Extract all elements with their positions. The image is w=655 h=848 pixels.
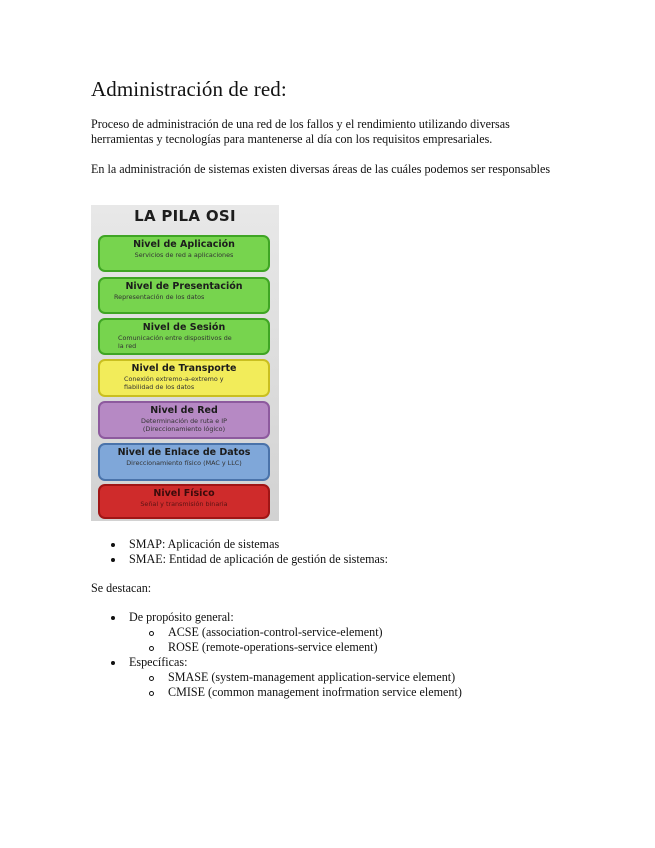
osi-stack-figure (91, 205, 279, 521)
circle-bullet-icon (149, 691, 154, 696)
list-item-text: SMAP: Aplicación de sistemas (129, 537, 280, 551)
osi-layer-name: Nivel de Sesión (142, 322, 226, 333)
osi-layer-name: Nivel de Red (150, 405, 218, 416)
osi-layer-transport (98, 359, 270, 397)
osi-layer-physical (98, 484, 270, 519)
list-item-text: ACSE (association-control-service-element) (168, 625, 383, 639)
bullet-icon (111, 616, 115, 620)
circle-bullet-icon (149, 676, 154, 681)
smap-list (91, 537, 571, 567)
osi-figure-title: LA PILA OSI (134, 207, 236, 225)
osi-layer-datalink (98, 443, 270, 481)
osi-layer-desc: Señal y transmisión binaria (140, 500, 228, 508)
osi-layer-name: Nivel de Presentación (125, 281, 243, 292)
osi-layer-desc: Representación de los datos (114, 293, 205, 301)
sublist-item (91, 670, 571, 685)
highlight-paragraph: Se destacan: (91, 581, 152, 595)
osi-layer-desc: Conexión extremo-a-extremo y fiabilidad de los datos (124, 375, 224, 391)
osi-layer-network (98, 401, 270, 439)
list-item-text: De propósito general: (129, 610, 234, 624)
osi-layer-desc: Determinación de ruta e IP (Direccionamiento lógico) (141, 417, 227, 433)
bullet-icon (111, 661, 115, 665)
circle-bullet-icon (149, 631, 154, 636)
osi-layer-name: Nivel de Aplicación (133, 239, 235, 250)
osi-layer-name: Nivel de Transporte (131, 363, 237, 374)
sublist-item (91, 625, 571, 640)
osi-layer-session (98, 318, 270, 355)
list-item-text: ROSE (remote-operations-service element) (168, 640, 378, 654)
list-item (91, 552, 571, 567)
list-item-text: CMISE (common management inofrmation service element) (168, 685, 462, 699)
osi-layer-desc: Direccionamiento físico (MAC y LLC) (126, 459, 242, 467)
osi-layer-desc: Servicios de red a aplicaciones (134, 251, 234, 259)
osi-layer-name: Nivel Físico (153, 488, 215, 499)
sublist-item (91, 640, 571, 655)
bullet-icon (111, 558, 115, 562)
osi-layer-name: Nivel de Enlace de Datos (117, 447, 251, 458)
list-item (91, 537, 571, 552)
list-item (91, 610, 571, 625)
list-item-text: SMASE (system-management application-service element) (168, 670, 456, 684)
page-title: Administración de red: (91, 77, 287, 101)
destacan-list (91, 610, 571, 700)
osi-layer-application (98, 235, 270, 272)
osi-layer-desc: Comunicación entre dispositivos de la red (118, 334, 232, 350)
sublist-item (91, 685, 571, 700)
list-item (91, 655, 571, 670)
intro-paragraph: Proceso de administración de una red de los fallos y el rendimiento utilizando diversas herramientas y tecnologías para mantenerse al día con los requisitos empresariales. (91, 117, 510, 146)
osi-layer-presentation (98, 277, 270, 314)
list-item-text: SMAE: Entidad de aplicación de gestión de sistemas: (129, 552, 388, 566)
circle-bullet-icon (149, 646, 154, 651)
areas-paragraph: En la administración de sistemas existen diversas áreas de las cuáles podemos ser responsables (91, 162, 551, 176)
list-item-text: Específicas: (129, 655, 188, 669)
bullet-icon (111, 543, 115, 547)
